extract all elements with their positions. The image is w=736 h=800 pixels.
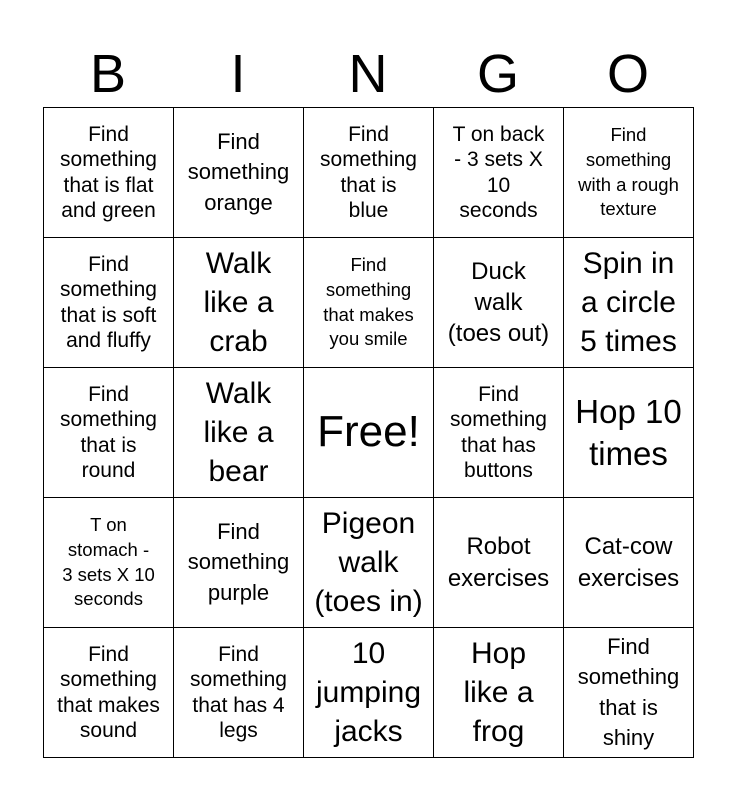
cell-text: Find something that has buttons [450, 383, 547, 482]
cell-text: T on stomach - 3 sets X 10 seconds [62, 513, 155, 610]
cell-text: Walk like a crab [203, 247, 274, 358]
bingo-cell[interactable] [304, 628, 434, 758]
bingo-cell[interactable] [44, 108, 174, 238]
bingo-cell[interactable] [44, 238, 174, 368]
bingo-cell[interactable] [174, 498, 304, 628]
cell-text: Find something that is blue [320, 123, 417, 222]
cell-text: Find something purple [187, 518, 290, 605]
cell-text: Walk like a bear [203, 377, 274, 488]
bingo-header [43, 42, 693, 106]
cell-text: T on back - 3 sets X 10 seconds [452, 123, 545, 222]
cell-text: Find something that makes you smile [323, 253, 414, 350]
cell-text: Find something that is flat and green [60, 123, 157, 222]
header-letter-n: N [348, 44, 388, 104]
header-letter-o: O [606, 44, 649, 104]
cell-text: Hop 10 times [575, 393, 682, 472]
cell-text: Find something that is round [60, 383, 157, 482]
bingo-cell[interactable] [434, 628, 564, 758]
bingo-cell[interactable] [434, 238, 564, 368]
bingo-cell[interactable] [434, 108, 564, 238]
bingo-cell[interactable] [434, 498, 564, 628]
bingo-cell[interactable] [564, 628, 694, 758]
cell-text: Find something orange [187, 128, 290, 215]
cell-text: Robot exercises [447, 533, 550, 592]
bingo-cell[interactable] [44, 498, 174, 628]
cell-text: Spin in a circle 5 times [580, 247, 677, 358]
bingo-cell[interactable] [304, 108, 434, 238]
bingo-cell[interactable] [304, 238, 434, 368]
cell-text: Find something that is shiny [577, 633, 680, 750]
bingo-cell[interactable] [564, 238, 694, 368]
bingo-cell[interactable] [434, 368, 564, 498]
bingo-cell[interactable] [174, 628, 304, 758]
bingo-cell[interactable] [564, 108, 694, 238]
bingo-cell[interactable] [44, 628, 174, 758]
cell-text: 10 jumping jacks [315, 637, 422, 748]
header-letter-g: G [476, 44, 519, 104]
cell-text: Hop like a frog [463, 637, 534, 748]
bingo-grid [43, 107, 694, 758]
cell-text: Find something that has 4 legs [190, 643, 287, 742]
bingo-cell[interactable] [174, 238, 304, 368]
bingo-cell[interactable] [564, 498, 694, 628]
header-letter-b: B [89, 44, 127, 104]
bingo-cell[interactable] [304, 498, 434, 628]
bingo-cell-free[interactable] [304, 368, 434, 498]
cell-text: Find something with a rough texture [578, 123, 679, 220]
cell-text: Cat-cow exercises [577, 533, 680, 592]
free-space-text: Free! [317, 407, 420, 457]
cell-text: Duck walk (toes out) [447, 257, 550, 348]
cell-text: Find something that is soft and fluffy [60, 253, 157, 352]
cell-text: Pigeon walk (toes in) [314, 507, 423, 618]
cell-text: Find something that makes sound [57, 643, 160, 742]
bingo-cell[interactable] [174, 368, 304, 498]
bingo-cell[interactable] [174, 108, 304, 238]
bingo-cell[interactable] [564, 368, 694, 498]
bingo-cell[interactable] [44, 368, 174, 498]
header-letter-i: I [230, 44, 246, 104]
